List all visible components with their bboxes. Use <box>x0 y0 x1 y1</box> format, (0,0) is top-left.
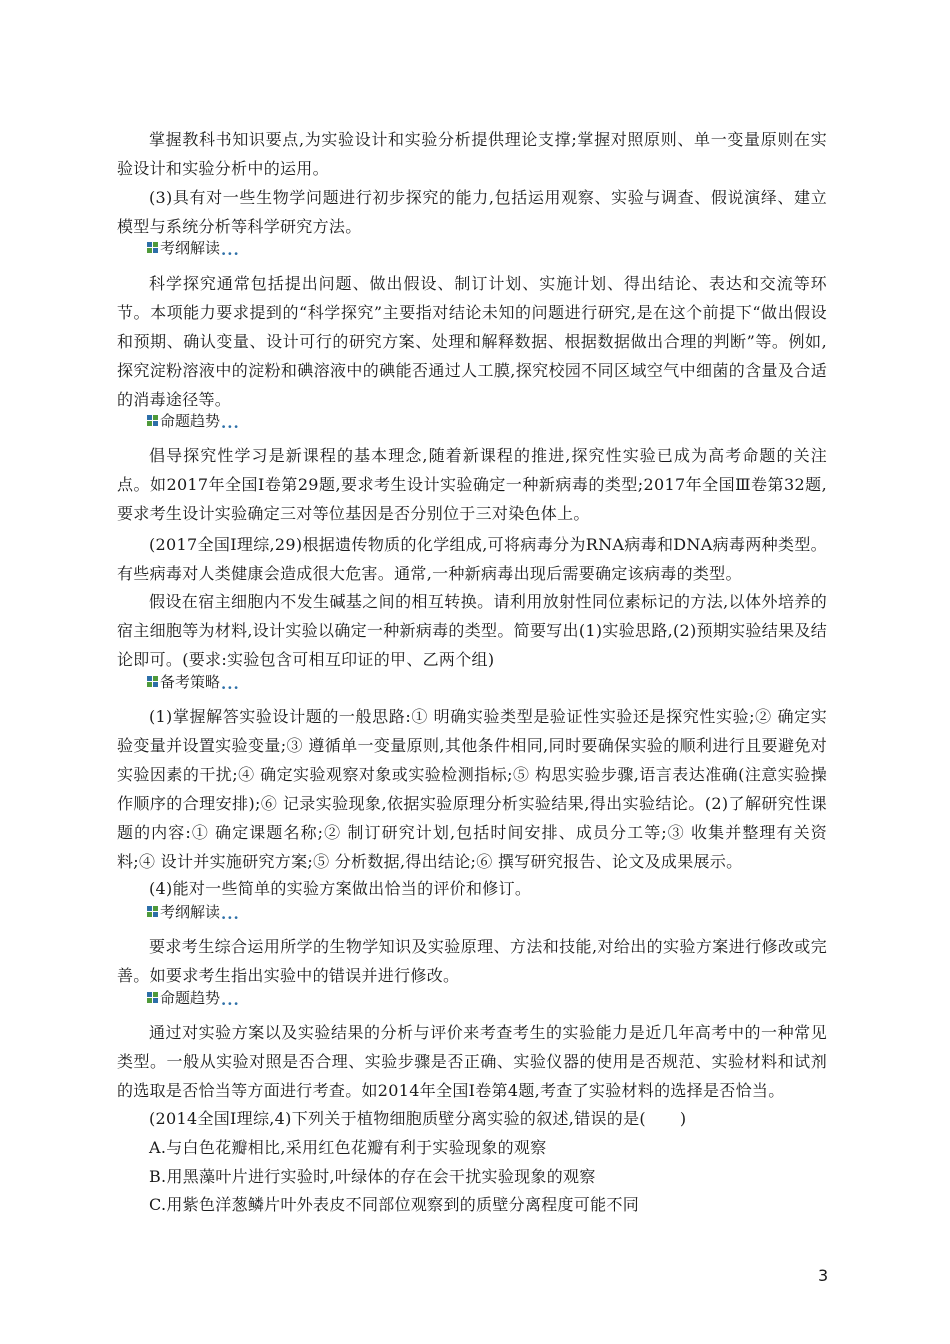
heading-dots: ... <box>221 241 240 259</box>
question-stem-end: ) <box>679 1109 687 1128</box>
section-grid-icon <box>147 906 158 917</box>
heading-label: 命题趋势 <box>160 989 221 1007</box>
heading-label: 备考策略 <box>160 673 221 691</box>
heading-dots: ... <box>221 905 240 923</box>
heading-label: 命题趋势 <box>160 412 221 430</box>
section-heading-strategy <box>147 672 240 692</box>
option-c: C.用紫色洋葱鳞片叶外表皮不同部位观察到的质壁分离程度可能不同 <box>149 1195 640 1214</box>
paragraph-principles: 掌握教科书知识要点,为实验设计和实验分析提供理论支撑;掌握对照原则、单一变量原则在实验设计和实验分析中的运用。 <box>117 130 827 178</box>
paragraph-scientific-inquiry: 科学探究通常包括提出问题、做出假设、制订计划、实施计划、得出结论、表达和交流等环节。本项能力要求提到的“科学探究”主要指对结论未知的问题进行研究,是在这个前提下“做出假设和预期、确认变量、设计可行的研究方案、处理和解释数据、根据数据做出合理的判断”等。例如,探究淀粉溶液中的淀粉和碘溶液中的碘能否通过人工膜,探究校园不同区域空气中细菌的含量及合适的消毒途径等。 <box>117 274 827 409</box>
paragraph-evaluate: 要求考生综合运用所学的生物学知识及实验原理、方法和技能,对给出的实验方案进行修改或完善。如要求考生指出实验中的错误并进行修改。 <box>117 937 827 985</box>
section-heading-trend-2 <box>147 988 240 1008</box>
paragraph-example-2017: (2017全国Ⅰ理综,29)根据遗传物质的化学组成,可将病毒分为RNA病毒和DNA病毒两种类型。有些病毒对人类健康会造成很大危害。通常,一种新病毒出现后需要确定该病毒的类型。 <box>117 535 827 583</box>
section-grid-icon <box>147 676 158 687</box>
option-a: A.与白色花瓣相比,采用红色花瓣有利于实验现象的观察 <box>149 1138 547 1157</box>
heading-label: 考纲解读 <box>160 903 221 921</box>
paragraph-strategy: (1)掌握解答实验设计题的一般思路:① 明确实验类型是验证性实验还是探究性实验;② 确定实验变量并设置实验变量;③ 遵循单一变量原则,其他条件相同,同时要确保实验的顺利进行且要避免对实验因素的干扰;④ 确定实验观察对象或实验检测指标;⑤ 构思实验步骤,语言表达准确(注意实验操作顺序的合理安排);⑥ 记录实验现象,依据实验原理分析实验结果,得出实验结论。(2)了解研究性课题的内容:① 确定课题名称;② 制订研究计划,包括时间安排、成员分工等;③ 收集并整理有关资料;④ 设计并实施研究方案;⑤ 分析数据,得出结论;⑥ 撰写研究报告、论文及成果展示。 <box>117 707 827 871</box>
paragraph-hypothesis: 假设在宿主细胞内不发生碱基之间的相互转换。请利用放射性同位素标记的方法,以体外培养的宿主细胞等为材料,设计实验以确定一种新病毒的类型。简要写出(1)实验思路,(2)预期实验结果及结论即可。(要求:实验包含可相互印证的甲、乙两个组) <box>117 592 827 669</box>
section-heading-syllabus-2 <box>147 902 240 922</box>
paragraph-ability-4: (4)能对一些简单的实验方案做出恰当的评价和修订。 <box>149 879 532 898</box>
question-stem: (2014全国Ⅰ理综,4)下列关于植物细胞质壁分离实验的叙述,错误的是( <box>149 1109 646 1128</box>
question-2014 <box>117 1104 827 1133</box>
section-grid-icon <box>147 415 158 426</box>
section-heading-trend <box>147 411 240 431</box>
heading-dots: ... <box>221 675 240 693</box>
paragraph-trend-inquiry: 倡导探究性学习是新课程的基本理念,随着新课程的推进,探究性实验已成为高考命题的关注点。如2017年全国Ⅰ卷第29题,要求考生设计实验确定一种新病毒的类型;2017年全国Ⅲ卷第32题,要求考生设计实验确定三对等位基因是否分别位于三对染色体上。 <box>117 446 827 523</box>
paragraph-ability-3: (3)具有对一些生物学问题进行初步探究的能力,包括运用观察、实验与调查、假说演绎、建立模型与系统分析等科学研究方法。 <box>117 188 827 236</box>
heading-dots: ... <box>221 991 240 1009</box>
section-grid-icon <box>147 992 158 1003</box>
section-heading-syllabus <box>147 238 240 258</box>
option-b: B.用黑藻叶片进行实验时,叶绿体的存在会干扰实验现象的观察 <box>149 1167 596 1186</box>
paragraph-evaluation-trend: 通过对实验方案以及实验结果的分析与评价来考查考生的实验能力是近几年高考中的一种常见类型。一般从实验对照是否合理、实验步骤是否正确、实验仪器的使用是否规范、实验材料和试剂的选取是否恰当等方面进行考查。如2014年全国Ⅰ卷第4题,考查了实验材料的选择是否恰当。 <box>117 1023 827 1100</box>
heading-label: 考纲解读 <box>160 239 221 257</box>
heading-dots: ... <box>221 414 240 432</box>
page-number: 3 <box>818 1266 829 1285</box>
section-grid-icon <box>147 242 158 253</box>
